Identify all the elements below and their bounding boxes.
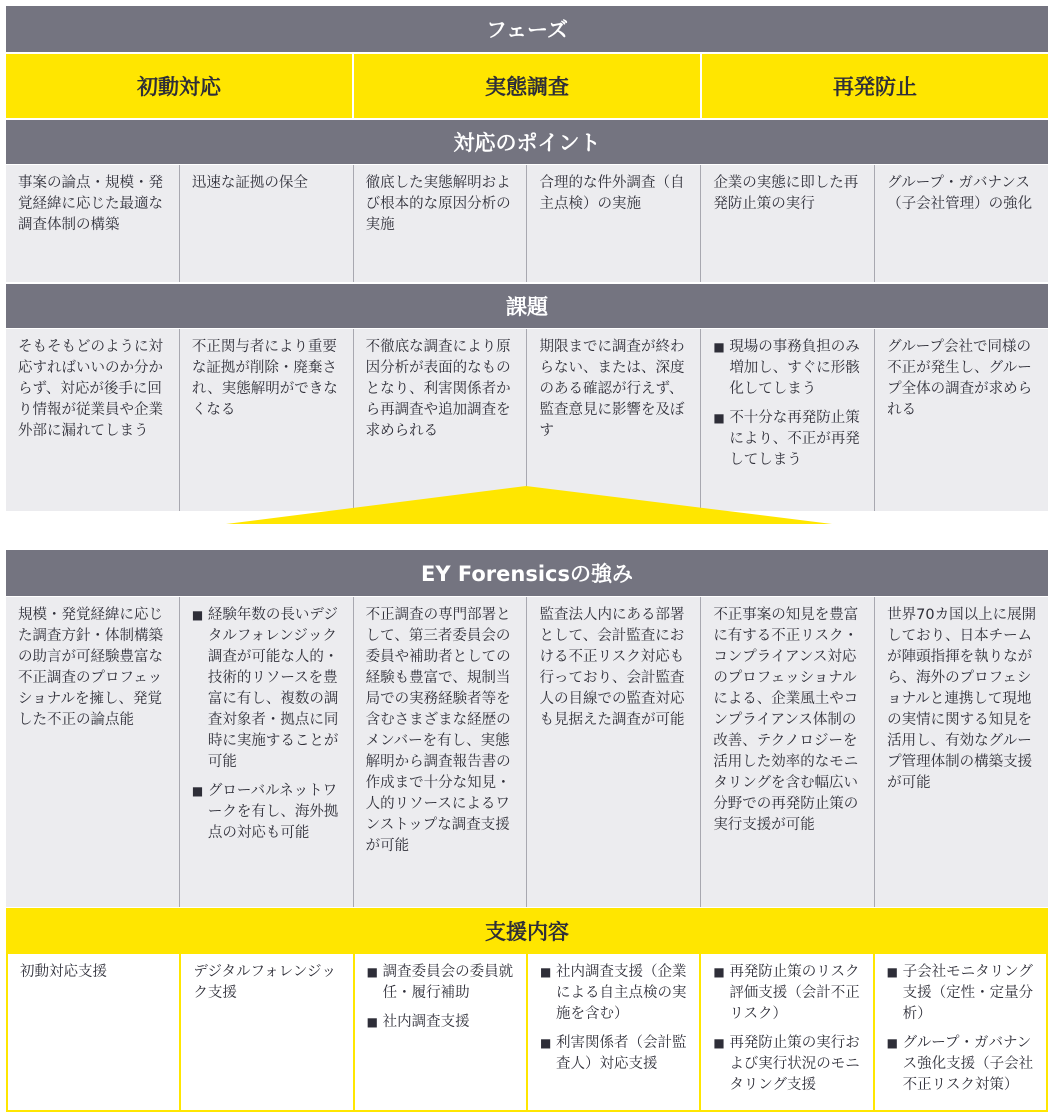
strength-cell: 不正事案の知見を豊富に有する不正リスク・コンプライアンス対応のプロフェッショナルによる、企業風土やコンプライアンス体制の改善、テクノロジーを活用した効率的なモニタリングを含む幅広い分野での再発防止策の実行支援が可能 xyxy=(701,597,875,907)
issue-cell xyxy=(701,329,875,511)
phase-initial-response: 初動対応 xyxy=(6,54,354,118)
issue-cell: 不正関与者により重要な証拠が削除・廃棄され、実態解明ができなくなる xyxy=(180,329,354,511)
point-cell: 徹底した実態解明および根本的な原因分析の実施 xyxy=(354,165,528,282)
phase-row xyxy=(6,54,1048,118)
issues-row xyxy=(6,329,1048,511)
issue-cell: そもそもどのように対応すればいいのか分からず、対応が後手に回り情報が従業員や企業外部に漏れてしまう xyxy=(6,329,180,511)
point-cell: 迅速な証拠の保全 xyxy=(180,165,354,282)
phase-header: フェーズ xyxy=(6,6,1048,52)
issue-cell: グループ会社で同様の不正が発生し、グループ全体の調査が求められる xyxy=(875,329,1048,511)
support-bullet: ■ 再発防止策のリスク評価支援（会計不正リスク） xyxy=(713,962,862,1025)
points-row xyxy=(6,165,1048,282)
point-cell: 合理的な件外調査（自主点検）の実施 xyxy=(527,165,701,282)
strength-cell: 不正調査の専門部署として、第三者委員会の委員や補助者としての経験も豊富で、規制当局での実務経験者等を含むさまざまな経歴のメンバーを有し、実態解明から調査報告書の作成まで十分な知見・人的リソースによるワンストップな調査支援が可能 xyxy=(354,597,528,907)
support-cell xyxy=(701,954,874,1110)
strength-bullet: ■ 経験年数の長いデジタルフォレンジック調査が可能な人的・技術的リソースを豊富に有し、複数の調査対象者・拠点に同時に実施することが可能 xyxy=(192,605,343,773)
issue-bullet: ■ 現場の事務負担のみ増加し、すぐに形骸化してしまう xyxy=(713,337,864,400)
support-bullet: ■ 子会社モニタリング支援（定性・定量分析） xyxy=(887,962,1036,1025)
support-bullet: ■ 調査委員会の委員就任・履行補助 xyxy=(367,962,516,1004)
support-bullet: ■ 社内調査支援（企業による自主点検の実施を含む） xyxy=(540,962,689,1025)
strength-bullet: ■ グローバルネットワークを有し、海外拠点の対応も可能 xyxy=(192,781,343,844)
strengths-header: EY Forensicsの強み xyxy=(6,550,1048,596)
support-bullet: ■ 社内調査支援 xyxy=(367,1012,516,1033)
strength-cell xyxy=(180,597,354,907)
points-header: 対応のポイント xyxy=(6,120,1048,164)
support-cell: デジタルフォレンジック支援 xyxy=(181,954,354,1110)
point-cell: 事案の論点・規模・発覚経緯に応じた最適な調査体制の構築 xyxy=(6,165,180,282)
strengths-row xyxy=(6,597,1048,907)
support-bullet: ■ グループ・ガバナンス強化支援（子会社不正リスク対策） xyxy=(887,1033,1036,1096)
support-cell: 初動対応支援 xyxy=(8,954,181,1110)
point-cell: グループ・ガバナンス（子会社管理）の強化 xyxy=(875,165,1048,282)
support-bullet: ■ 利害関係者（会計監査人）対応支援 xyxy=(540,1033,689,1075)
phase-fact-finding: 実態調査 xyxy=(354,54,702,118)
issue-cell: 期限までに調査が終わらない、または、深度のある確認が行えず、監査意見に影響を及ぼす xyxy=(527,329,701,511)
support-cell xyxy=(528,954,701,1110)
issues-header: 課題 xyxy=(6,284,1048,328)
support-cell xyxy=(875,954,1046,1110)
strength-cell: 世界70カ国以上に展開しており、日本チームが陣頭指揮を執りながら、海外のプロフェショナルと連携して現地の実情に関する知見を活用し、有効なグループ管理体制の構築支援が可能 xyxy=(875,597,1048,907)
strength-cell: 監査法人内にある部署として、会計監査における不正リスク対応も行っており、会計監査人の目線での監査対応も見据えた調査が可能 xyxy=(527,597,701,907)
issue-bullet: ■ 不十分な再発防止策により、不正が再発してしまう xyxy=(713,408,864,471)
support-row xyxy=(6,954,1048,1112)
phase-recurrence-prevention: 再発防止 xyxy=(833,75,917,99)
issue-cell: 不徹底な調査により原因分析が表面的なものとなり、利害関係者から再調査や追加調査を求められる xyxy=(354,329,528,511)
strength-cell: 規模・発覚経緯に応じた調査方針・体制構築の助言が可経験豊富な不正調査のプロフェッショナルを擁し、発覚した不正の論点能 xyxy=(6,597,180,907)
support-bullet: ■ 再発防止策の実行および実行状況のモニタリング支援 xyxy=(713,1033,862,1096)
support-header: 支援内容 xyxy=(6,908,1048,954)
point-cell: 企業の実態に即した再発防止策の実行 xyxy=(701,165,875,282)
support-cell xyxy=(355,954,528,1110)
